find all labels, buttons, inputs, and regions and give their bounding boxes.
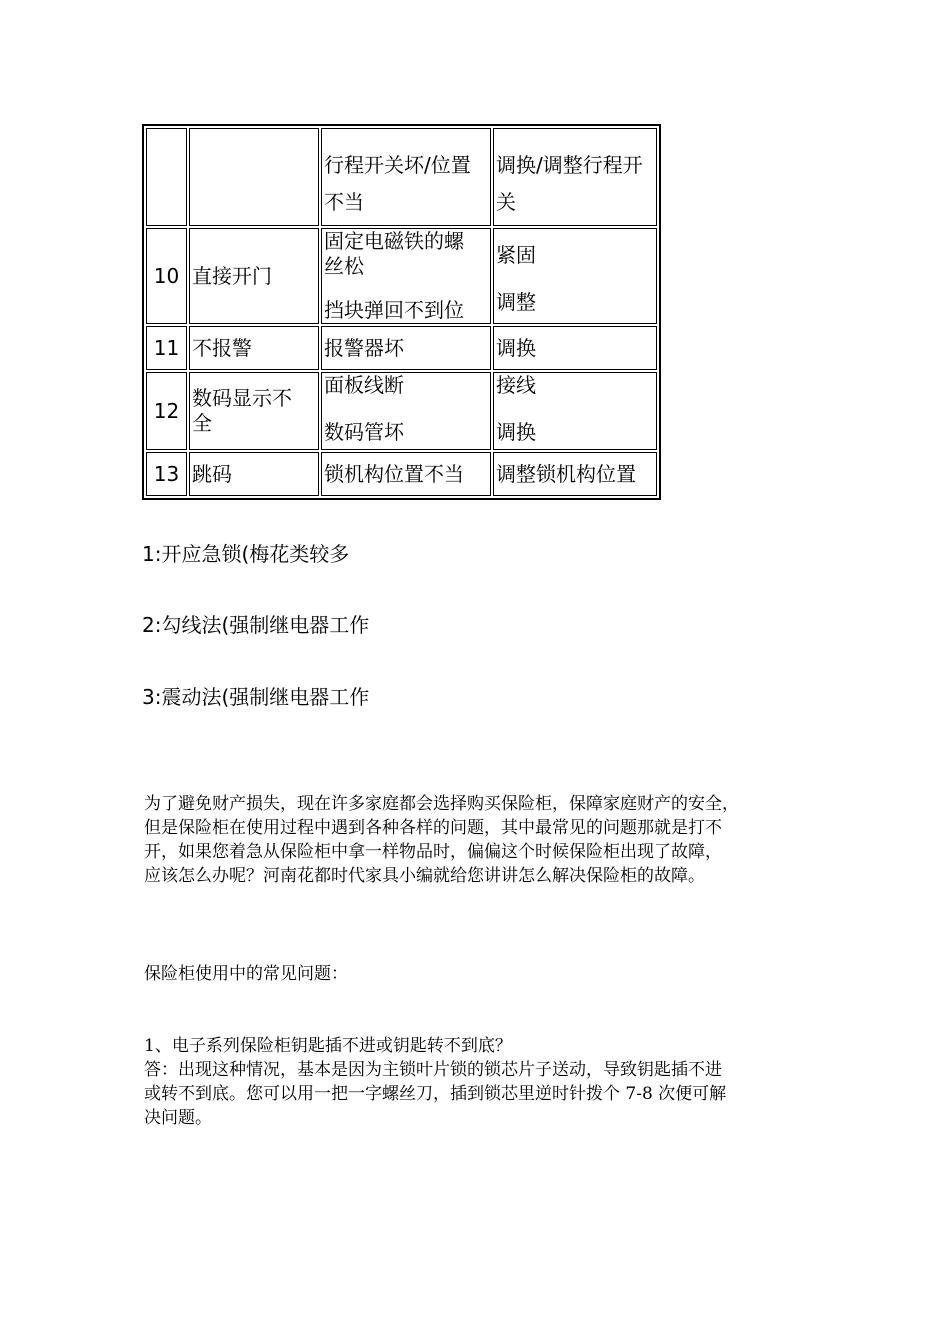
cause-line: 数码管坏 — [324, 420, 404, 444]
cause-cell — [321, 372, 491, 450]
cause-line: 固定电磁铁的螺 — [324, 229, 464, 253]
cause-line: 不当 — [324, 190, 364, 214]
question-text: 1、电子系列保险柜钥匙插不进或钥匙转不到底？ — [144, 1036, 512, 1056]
fix-cell — [493, 228, 657, 324]
qa-block — [144, 1034, 824, 1130]
fix-line: 调整 — [496, 290, 536, 314]
fix-cell — [493, 128, 657, 226]
cause-cell: 报警器坏 — [321, 326, 491, 370]
cause-line: 行程开关坏/位置 — [324, 153, 471, 177]
cause-line: 挡块弹回不到位 — [324, 298, 464, 322]
intro-line: 但是保险柜在使用过程中遇到各种各样的问题，其中最常见的问题那就是打不 — [144, 818, 722, 838]
fix-cell — [493, 372, 657, 450]
answer-line: 答：出现这种情况，基本是因为主锁叶片锁的锁芯片子送动，导致钥匙插不进 — [144, 1060, 722, 1080]
fix-line: 调换 — [496, 420, 536, 444]
fix-line: 紧固 — [496, 243, 536, 267]
answer-line: 或转不到底。您可以用一把一字螺丝刀，插到锁芯里逆时针拨个 7-8 次便可解 — [144, 1084, 727, 1104]
fault-table — [142, 124, 661, 500]
table-row — [146, 372, 657, 450]
method-item: 2:勾线法(强制继电器工作 — [142, 613, 370, 637]
table-row — [146, 452, 657, 496]
cause-line: 面板线断 — [324, 373, 404, 397]
symptom-cell: 跳码 — [189, 452, 319, 496]
fix-line: 接线 — [496, 373, 536, 397]
fix-cell: 调整锁机构位置 — [493, 452, 657, 496]
table-row — [146, 326, 657, 370]
symptom-cell — [189, 372, 319, 450]
fix-line: 调换/调整行程开 — [496, 153, 643, 177]
intro-line: 为了避免财产损失，现在许多家庭都会选择购买保险柜，保障家庭财产的安全， — [144, 794, 739, 814]
cause-line: 丝松 — [324, 254, 364, 278]
fix-line: 关 — [496, 190, 516, 214]
method-item: 1:开应急锁(梅花类较多 — [142, 542, 350, 566]
cause-cell: 锁机构位置不当 — [321, 452, 491, 496]
row-number: 11 — [146, 326, 187, 370]
cause-cell — [321, 228, 491, 324]
cause-cell — [321, 128, 491, 226]
table-row — [146, 128, 657, 226]
section-title: 保险柜使用中的常见问题： — [144, 964, 348, 984]
intro-paragraph — [144, 792, 824, 888]
intro-line: 应该怎么办呢？河南花都时代家具小编就给您讲讲怎么解决保险柜的故障。 — [144, 866, 705, 886]
answer-line: 决问题。 — [144, 1108, 212, 1128]
row-number — [146, 128, 187, 226]
table-row — [146, 228, 657, 324]
fix-cell: 调换 — [493, 326, 657, 370]
symptom-cell: 直接开门 — [189, 228, 319, 324]
symptom-line: 全 — [192, 411, 212, 435]
symptom-cell — [189, 128, 319, 226]
method-item: 3:震动法(强制继电器工作 — [142, 685, 370, 709]
intro-line: 开，如果您着急从保险柜中拿一样物品时，偏偏这个时候保险柜出现了故障， — [144, 842, 722, 862]
symptom-cell: 不报警 — [189, 326, 319, 370]
row-number: 13 — [146, 452, 187, 496]
row-number: 10 — [146, 228, 187, 324]
symptom-line: 数码显示不 — [192, 386, 292, 410]
row-number: 12 — [146, 372, 187, 450]
